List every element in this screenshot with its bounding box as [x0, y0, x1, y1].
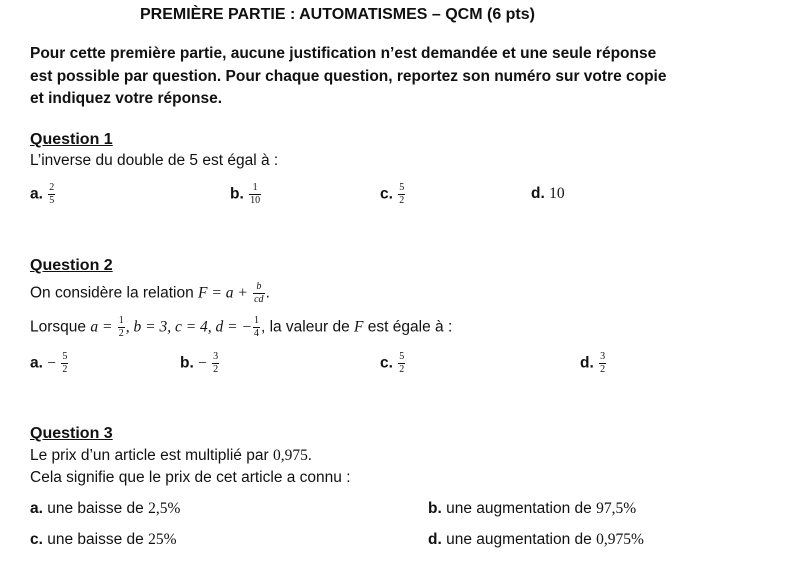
option-value: 25%: [148, 531, 177, 548]
option-label: a.: [30, 185, 43, 203]
numerator: 5: [399, 182, 405, 193]
question-1-text: L’inverse du double de 5 est égal à :: [30, 152, 279, 169]
a-eq: a =: [90, 318, 113, 336]
numerator: 5: [399, 351, 405, 362]
intro-line-2: est possible par question. Pour chaque question, reportez son numéro sur votre copie: [30, 68, 667, 85]
question-3-heading: Question 3: [30, 425, 113, 442]
q2-option-b: [180, 352, 220, 375]
sign: −: [47, 354, 56, 372]
fraction: [253, 316, 260, 339]
denominator: cd: [254, 294, 264, 305]
numerator: 5: [62, 351, 68, 362]
option-label: b.: [230, 185, 244, 203]
option-text: une baisse de: [47, 531, 144, 548]
option-label: b.: [428, 500, 442, 517]
numerator: 3: [213, 351, 219, 362]
q3-option-d: [428, 531, 644, 549]
question-3-line-1: [30, 447, 312, 465]
option-label: a.: [30, 500, 43, 517]
numerator: b: [256, 281, 262, 292]
question-2-line-1: [30, 282, 270, 305]
multiplied-text: Le prix d’un article est multiplié par: [30, 447, 269, 464]
option-label: c.: [30, 531, 43, 548]
numerator: 1: [118, 315, 124, 326]
numerator: 1: [253, 315, 259, 326]
option-value: 2,5%: [148, 500, 181, 517]
numerator: 3: [600, 351, 606, 362]
option-label: d.: [531, 185, 545, 202]
question-2-line-2: [30, 316, 452, 339]
q2-option-d: [580, 352, 607, 375]
denominator: 2: [399, 364, 405, 375]
option-label: d.: [580, 354, 594, 372]
fraction: [398, 183, 405, 206]
q1-option-b: [230, 183, 262, 206]
q3-option-b: [428, 500, 636, 518]
question-1-heading: Question 1: [30, 131, 113, 148]
option-value: 10: [549, 185, 565, 202]
q2-option-a: [30, 352, 69, 375]
value-text: , la valeur de: [260, 318, 350, 336]
option-label: b.: [180, 354, 194, 372]
q3-option-a: [30, 500, 180, 518]
fraction: [249, 183, 261, 206]
page-title: PREMIÈRE PARTIE : AUTOMATISMES – QCM (6 pts): [140, 6, 535, 23]
question-3-line-2: Cela signifie que le prix de cet article a connu :: [30, 469, 351, 486]
lorsque-text: Lorsque: [30, 318, 87, 336]
intro-line-1: Pour cette première partie, aucune justification n’est demandée et une seule réponse: [30, 45, 657, 62]
fraction: [48, 183, 55, 206]
option-value: 97,5%: [596, 500, 637, 517]
denominator: 2: [213, 364, 219, 375]
numerator: 1: [252, 182, 258, 193]
q2-option-c: [380, 352, 406, 375]
denominator: 4: [253, 328, 259, 339]
denominator: 2: [62, 364, 68, 375]
fraction: [118, 316, 125, 339]
multiplier-value: 0,975.: [272, 447, 312, 464]
numerator: 2: [49, 182, 55, 193]
denominator: 10: [250, 195, 261, 206]
fraction: [398, 352, 405, 375]
formula-lhs: F = a +: [198, 284, 248, 302]
fraction: [61, 352, 68, 375]
q1-option-c: [380, 183, 406, 206]
option-label: c.: [380, 354, 393, 372]
option-text: une augmentation de: [446, 531, 592, 548]
fraction: [253, 282, 264, 305]
relation-text: On considère la relation: [30, 284, 194, 302]
fraction: [599, 352, 606, 375]
option-label: c.: [380, 185, 393, 203]
option-label: d.: [428, 531, 442, 548]
q1-option-a: [30, 183, 56, 206]
q1-option-d: [531, 185, 565, 203]
option-label: a.: [30, 354, 43, 372]
other-values: , b = 3, c = 4, d = −: [125, 318, 252, 336]
option-text: une augmentation de: [446, 500, 592, 517]
denominator: 2: [600, 364, 606, 375]
denominator: 5: [49, 195, 55, 206]
denominator: 2: [399, 195, 405, 206]
intro-line-3: et indiquez votre réponse.: [30, 90, 223, 107]
sign: −: [198, 354, 207, 372]
fraction: [212, 352, 219, 375]
formula-end: .: [265, 284, 270, 302]
var-f: F: [354, 318, 364, 336]
option-value: 0,975%: [596, 531, 644, 548]
question-2-heading: Question 2: [30, 257, 113, 274]
denominator: 2: [118, 328, 124, 339]
q3-option-c: [30, 531, 177, 549]
equal-text: est égale à :: [367, 318, 453, 336]
option-text: une baisse de: [47, 500, 144, 517]
